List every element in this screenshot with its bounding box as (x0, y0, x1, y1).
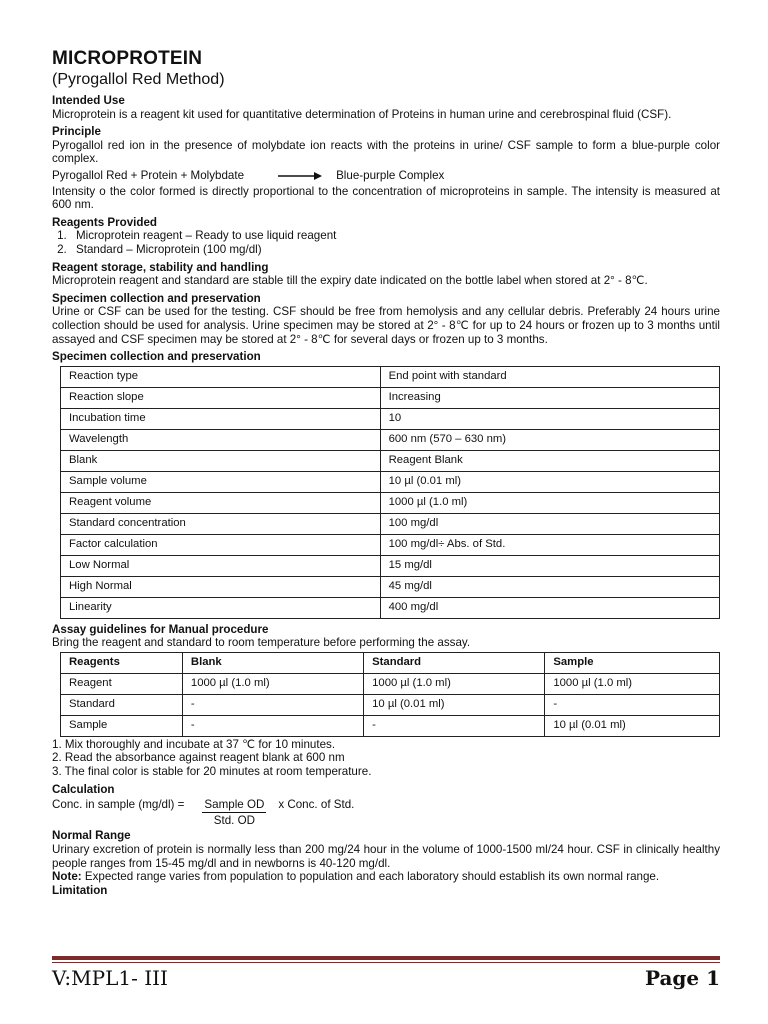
table-cell: - (545, 694, 720, 715)
calculation-heading: Calculation (52, 782, 115, 796)
table-cell: 45 mg/dl (380, 576, 719, 597)
table-cell: Low Normal (61, 555, 381, 576)
table-cell: - (182, 694, 363, 715)
table-row (61, 534, 720, 555)
table-row (61, 694, 720, 715)
table-row (61, 576, 720, 597)
document-title: MICROPROTEIN (52, 48, 203, 69)
table-cell: Sample volume (61, 471, 381, 492)
assay-table (60, 652, 720, 737)
document-page (52, 48, 720, 897)
column-header: Reagents (61, 652, 183, 673)
table-cell: Reaction type (61, 366, 381, 387)
procedure-step: 2. Read the absorbance against reagent blank at 600 nm (52, 751, 345, 765)
table-cell: Incubation time (61, 408, 381, 429)
table-cell: Blank (61, 450, 381, 471)
specimen-heading: Specimen collection and preservation (52, 291, 261, 305)
procedure-steps (52, 738, 720, 779)
table-cell: 10 µl (0.01 ml) (380, 471, 719, 492)
parameters-heading: Specimen collection and preservation (52, 350, 261, 364)
table-row (61, 673, 720, 694)
table-cell: 10 µl (0.01 ml) (545, 715, 720, 736)
table-cell: 100 mg/dl÷ Abs. of Std. (380, 534, 719, 555)
table-row (61, 471, 720, 492)
formula-denominator: Std. OD (213, 813, 255, 827)
normal-range-text: Urinary excretion of protein is normally less than 200 mg/24 hour in the volume of 1000-1500 ml/24 hour. CSF in clinically healthy people ranges from 15-45 mg/dl and in newborns is 40-120 mg/dl. (52, 843, 720, 870)
parameters-table (60, 366, 720, 619)
table-cell: 1000 µl (1.0 ml) (545, 673, 720, 694)
table-row (61, 387, 720, 408)
table-row (61, 555, 720, 576)
table-cell: 1000 µl (1.0 ml) (364, 673, 545, 694)
table-cell: Reagent (61, 673, 183, 694)
table-cell: Sample (61, 715, 183, 736)
formula-label: Conc. in sample (mg/dl) = (52, 798, 185, 812)
table-header-row (61, 652, 720, 673)
reagents-provided-heading: Reagents Provided (52, 215, 158, 229)
column-header: Sample (545, 652, 720, 673)
table-row (61, 513, 720, 534)
normal-range-heading: Normal Range (52, 829, 131, 843)
table-cell: 10 µl (0.01 ml) (364, 694, 545, 715)
table-cell: End point with standard (380, 366, 719, 387)
page-footer (52, 966, 720, 990)
table-row (61, 715, 720, 736)
table-cell: Linearity (61, 597, 381, 618)
table-row (61, 450, 720, 471)
note-label: Note: (52, 870, 82, 884)
specimen-text: Urine or CSF can be used for the testing. CSF should be free from hemolysis and any cellular debris. Preferably 24 hours urine collection should be used for analysis. Urine specimen may be stored at 2° - 8℃ for up to 24 hours or frozen up to 3 months until assayed and CSF specimen may be stored at 2° - 8℃ for several days or frozen up to 3 months. (52, 305, 720, 346)
assay-text: Bring the reagent and standard to room temperature before performing the assay. (52, 636, 471, 650)
reagents-list (52, 229, 720, 256)
table-row (61, 429, 720, 450)
right-arrow-icon (278, 171, 322, 181)
column-header: Blank (182, 652, 363, 673)
reaction-equation (52, 169, 720, 183)
footer-rule-thick (52, 956, 720, 960)
table-cell: 1000 µl (1.0 ml) (380, 492, 719, 513)
limitation-heading: Limitation (52, 883, 108, 897)
formula-suffix: x Conc. of Std. (278, 798, 355, 812)
calculation-formula (52, 798, 720, 827)
table-cell: 1000 µl (1.0 ml) (182, 673, 363, 694)
column-header: Standard (364, 652, 545, 673)
table-row (61, 408, 720, 429)
note (52, 870, 720, 884)
table-cell: Reagent Blank (380, 450, 719, 471)
storage-text: Microprotein reagent and standard are stable till the expiry date indicated on the bottle label when stored at 2° - 8℃. (52, 274, 648, 288)
footer-rule (52, 956, 720, 963)
table-cell: - (182, 715, 363, 736)
table-row (61, 597, 720, 618)
document-subtitle: (Pyrogallol Red Method) (52, 71, 225, 88)
assay-heading: Assay guidelines for Manual procedure (52, 622, 269, 636)
table-cell: 100 mg/dl (380, 513, 719, 534)
table-cell: Reagent volume (61, 492, 381, 513)
table-cell: Reaction slope (61, 387, 381, 408)
equation-reactants: Pyrogallol Red + Protein + Molybdate (52, 168, 245, 182)
intended-use-heading: Intended Use (52, 94, 125, 107)
formula-fraction (202, 798, 266, 827)
table-cell: 15 mg/dl (380, 555, 719, 576)
document-version: V:MPL1- III (52, 966, 168, 990)
table-row (61, 492, 720, 513)
table-cell: Increasing (380, 387, 719, 408)
equation-product: Blue-purple Complex (336, 168, 445, 182)
table-row (61, 366, 720, 387)
page-number: Page 1 (644, 966, 720, 990)
list-item: 1. Microprotein reagent – Ready to use liquid reagent (70, 229, 720, 243)
table-cell: Standard (61, 694, 183, 715)
formula-numerator: Sample OD (204, 798, 265, 812)
table-cell: 600 nm (570 – 630 nm) (380, 429, 719, 450)
footer-rule-thin (52, 962, 720, 963)
procedure-step: 1. Mix thoroughly and incubate at 37 ℃ for 10 minutes. (52, 737, 336, 751)
list-item: 2. Standard – Microprotein (100 mg/dl) (70, 243, 720, 257)
note-text: Expected range varies from population to population and each laboratory should establish its own normal range. (81, 870, 660, 884)
table-cell: High Normal (61, 576, 381, 597)
principle-heading: Principle (52, 125, 101, 139)
principle-text: Pyrogallol red ion in the presence of molybdate ion reacts with the proteins in urine/ CSF sample to form a blue-purple color complex. (52, 138, 720, 166)
table-cell: - (364, 715, 545, 736)
table-cell: 10 (380, 408, 719, 429)
intended-use-text: Microprotein is a reagent kit used for quantitative determination of Proteins in human urine and cerebrospinal fluid (CSF). (52, 107, 672, 121)
table-cell: Factor calculation (61, 534, 381, 555)
storage-heading: Reagent storage, stability and handling (52, 260, 269, 274)
table-cell: 400 mg/dl (380, 597, 719, 618)
procedure-step: 3. The final color is stable for 20 minutes at room temperature. (52, 765, 372, 779)
table-cell: Wavelength (61, 429, 381, 450)
table-cell: Standard concentration (61, 513, 381, 534)
principle-text-2: Intensity o the color formed is directly proportional to the concentration of microproteins in sample. The intensity is measured at 600 nm. (52, 184, 720, 212)
